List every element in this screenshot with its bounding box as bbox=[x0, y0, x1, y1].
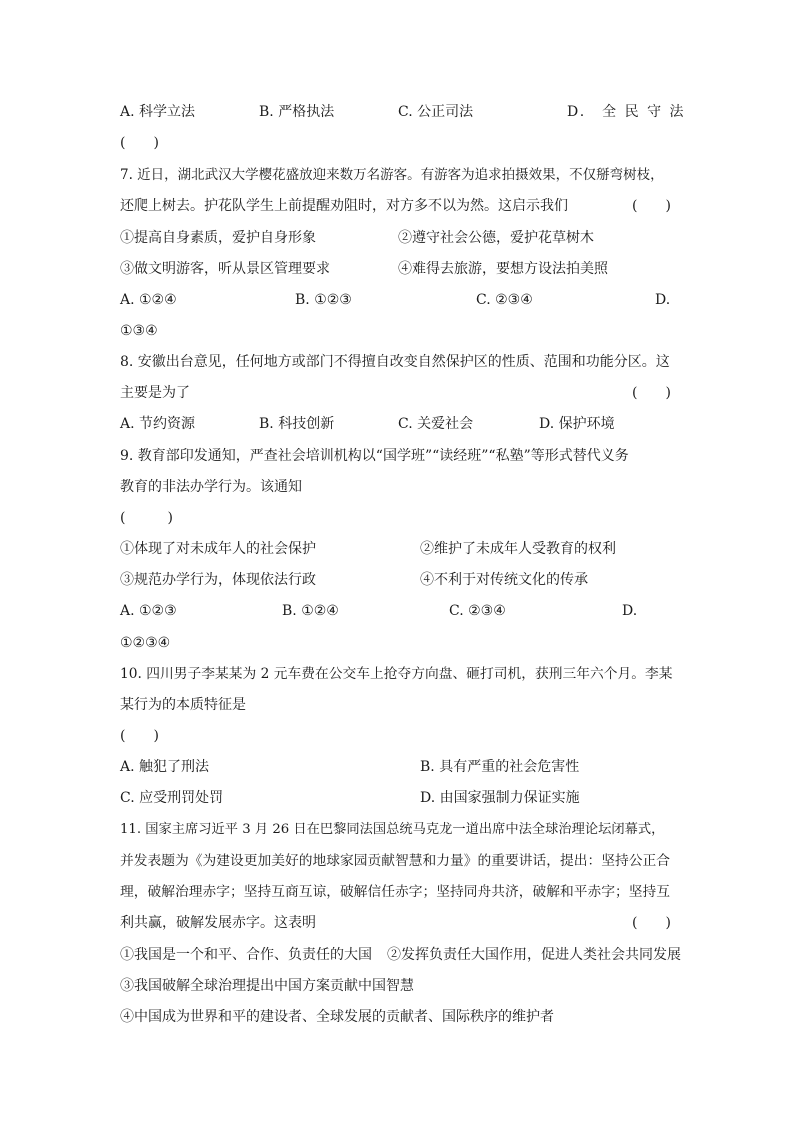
q7-option-c: C. ②③④ bbox=[476, 292, 533, 308]
q9-stem-line1: 9. 教育部印发通知，严查社会培训机构以“国学班”“读经班”“私塾”等形式替代义务 bbox=[120, 448, 629, 464]
q8-stem-line1: 8. 安徽出台意见，任何地方或部门不得擅自改变自然保护区的性质、范围和功能分区。这 bbox=[120, 354, 670, 370]
q11-statement-1: ①我国是一个和平、合作、负责任的大国 bbox=[120, 947, 372, 963]
q11-stem-line3: 理，破解治理赤字；坚持互商互谅，破解信任赤字；坚持同舟共济，破解和平赤字；坚持互 bbox=[120, 884, 671, 900]
q10-stem-line2: 某行为的本质特征是 bbox=[120, 697, 246, 713]
q9-statement-4: ④不利于对传统文化的传承 bbox=[420, 572, 588, 588]
q11-paren: ( ) bbox=[632, 915, 671, 931]
q7-statement-2: ②遵守社会公德，爱护花草树木 bbox=[398, 230, 594, 246]
q10-option-d: D. 由国家强制力保证实施 bbox=[420, 790, 580, 806]
q7-statement-3: ③做文明游客，听从景区管理要求 bbox=[120, 261, 330, 277]
q7-paren: ( ) bbox=[632, 198, 671, 214]
q7-stem-line2: 还爬上树去。护花队学生上前提醒劝阻时，对方多不以为然。这启示我们 bbox=[120, 198, 568, 214]
q9-option-d-label: D. bbox=[622, 603, 638, 619]
option-a: A. 科学立法 bbox=[120, 104, 196, 120]
q11-statement-3: ③我国破解全球治理提出中国方案贡献中国智慧 bbox=[120, 978, 414, 994]
q9-option-c: C. ②③④ bbox=[449, 603, 506, 619]
q7-option-d-value: ①③④ bbox=[120, 323, 158, 339]
q10-option-b: B. 具有严重的社会危害性 bbox=[420, 759, 580, 775]
q11-stem-line2: 并发表题为《为建设更加美好的地球家园贡献智慧和力量》的重要讲话，提出：坚持公正合 bbox=[120, 853, 671, 869]
q10-stem-line1: 10. 四川男子李某某为 2 元车费在公交车上抢夺方向盘、砸打司机，获刑三年六个月。李某 bbox=[120, 666, 673, 682]
q7-statement-1: ①提高自身素质，爱护自身形象 bbox=[120, 230, 316, 246]
q10-paren: ( ) bbox=[120, 728, 159, 744]
q10-option-a: A. 触犯了刑法 bbox=[120, 759, 210, 775]
q8-option-a: A. 节约资源 bbox=[120, 416, 196, 432]
q8-stem-line2: 主要是为了 bbox=[120, 385, 190, 401]
q9-option-b: B. ①②④ bbox=[282, 603, 339, 619]
q9-statement-1: ①体现了对未成年人的社会保护 bbox=[120, 541, 316, 557]
q8-paren: ( ) bbox=[632, 385, 671, 401]
q11-stem-line1: 11. 国家主席习近平 3 月 26 日在巴黎同法国总统马克龙一道出席中法全球治理论坛闭幕式， bbox=[120, 822, 665, 837]
q9-option-d-value: ①②③④ bbox=[120, 635, 171, 651]
q7-option-a: A. ①②④ bbox=[120, 292, 177, 308]
q9-paren: ( ) bbox=[120, 510, 173, 526]
q9-statement-2: ②维护了未成年人受教育的权利 bbox=[420, 541, 616, 557]
q11-statement-2: ②发挥负责任大国作用，促进人类社会共同发展 bbox=[387, 947, 681, 963]
q7-stem-line1: 7. 近日，湖北武汉大学樱花盛放迎来数万名游客。有游客为追求拍摄效果，不仅掰弯树枝， bbox=[120, 167, 664, 183]
q7-option-b: B. ①②③ bbox=[295, 292, 352, 308]
option-c: C. 公正司法 bbox=[398, 104, 474, 120]
option-b: B. 严格执法 bbox=[259, 104, 335, 120]
answer-paren: ( ) bbox=[120, 135, 159, 151]
q11-statement-4: ④中国成为世界和平的建设者、全球发展的贡献者、国际秩序的维护者 bbox=[120, 1009, 554, 1025]
q11-stem-line4: 利共赢，破解发展赤字。这表明 bbox=[120, 915, 316, 931]
q10-option-c: C. 应受刑罚处罚 bbox=[120, 790, 224, 806]
q8-option-b: B. 科技创新 bbox=[259, 416, 335, 432]
q8-option-d: D. 保护环境 bbox=[539, 416, 615, 432]
q8-option-c: C. 关爱社会 bbox=[398, 416, 474, 432]
q7-statement-4: ④难得去旅游，要想方设法拍美照 bbox=[398, 261, 608, 277]
q9-statement-3: ③规范办学行为，体现依法行政 bbox=[120, 572, 316, 588]
q9-stem-line2: 教育的非法办学行为。该通知 bbox=[120, 479, 302, 495]
option-d: D. 全 民 守 法 bbox=[567, 104, 686, 120]
q9-option-a: A. ①②③ bbox=[120, 603, 177, 619]
q7-option-d-label: D. bbox=[655, 292, 671, 308]
